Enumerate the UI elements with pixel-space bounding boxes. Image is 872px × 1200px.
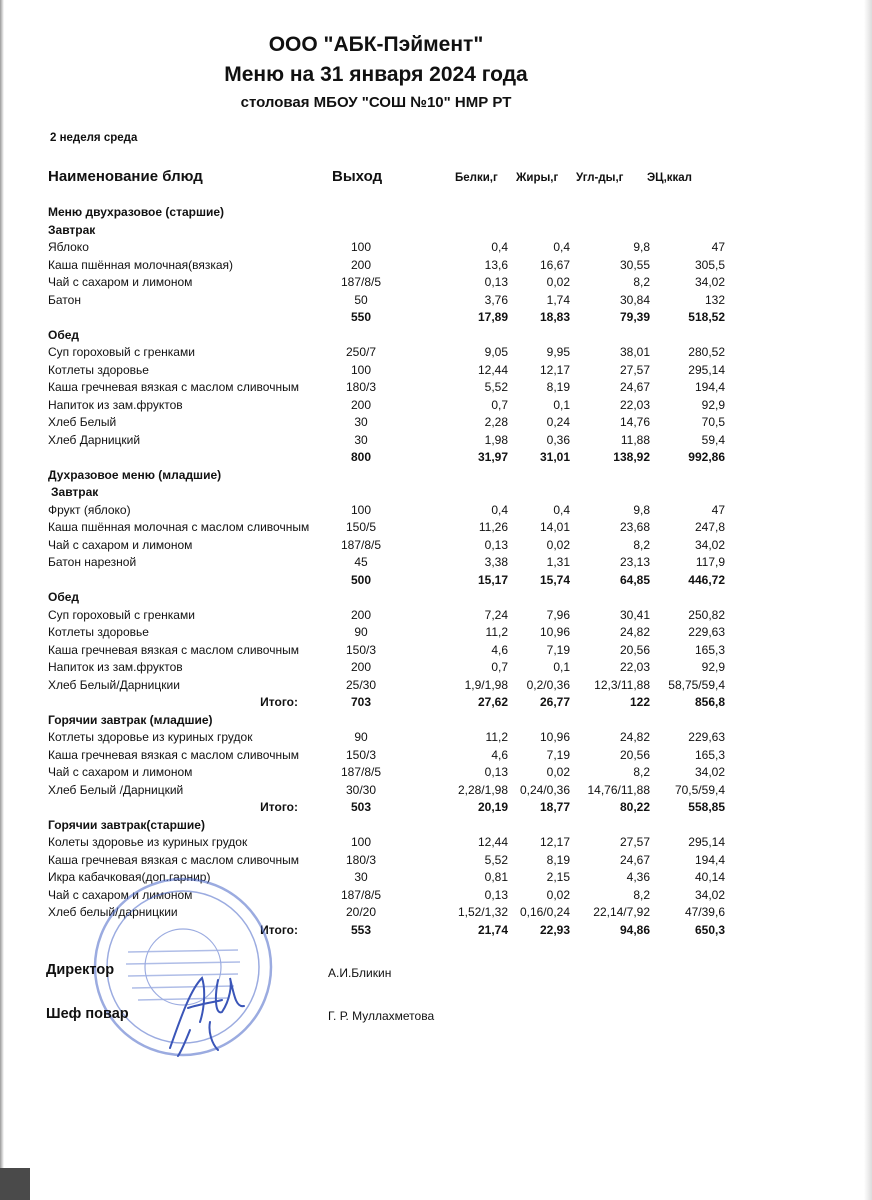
protein-cell: 15,17 [477, 572, 508, 587]
fat-cell: 26,77 [539, 695, 570, 709]
dish-name: Икра кабачковая(доп.гарнир) [48, 870, 211, 884]
carbs-cell: 79,39 [619, 310, 650, 324]
energy-cell: 992,86 [688, 450, 725, 464]
total-label: Итого: [260, 800, 298, 814]
protein-cell: 11,2 [485, 730, 508, 744]
total-label: Итого: [260, 922, 298, 937]
carbs-cell: 8,2 [633, 765, 650, 779]
table-row [46, 624, 726, 642]
table-row [46, 834, 726, 852]
table-row [46, 432, 726, 450]
column-header-name: Наименование блюд [48, 168, 203, 185]
table-row [46, 379, 726, 397]
section-title: Завтрак [51, 485, 99, 499]
total-label: Итого: [260, 695, 298, 709]
scan-edge-bottom [0, 1168, 30, 1200]
fat-cell: 31,01 [539, 450, 570, 464]
table-row [46, 747, 726, 765]
protein-cell: 9,05 [484, 345, 508, 359]
section-title: Горячии завтрак (младшие) [48, 712, 213, 727]
carbs-cell: 22,14/7,92 [593, 905, 650, 919]
output-cell: 25/30 [345, 677, 377, 692]
section-title: Обед [48, 590, 80, 604]
chef-title: Шеф повар [46, 1006, 129, 1022]
carbs-cell: 94,86 [619, 922, 650, 937]
dish-name: Хлеб белый/дарницкии [48, 905, 178, 919]
output-cell: 30 [354, 415, 368, 429]
carbs-cell: 22,03 [619, 397, 650, 412]
output-cell: 703 [350, 695, 372, 709]
output-cell: 503 [350, 800, 372, 814]
table-row [46, 414, 726, 432]
output-cell: 200 [350, 257, 372, 272]
fat-cell: 8,19 [546, 852, 570, 867]
column-header-output: Выход [332, 168, 383, 185]
dish-name: Хлеб Белый/Дарницкии [48, 677, 180, 692]
carbs-cell: 30,41 [619, 607, 650, 622]
output-cell: 30/30 [345, 782, 377, 797]
section-header-row [46, 327, 726, 345]
total-row [46, 309, 726, 327]
director-title: Директор [46, 962, 115, 978]
output-cell: 45 [354, 555, 368, 569]
output-cell: 150/5 [345, 520, 377, 534]
fat-cell: 0,02 [546, 887, 570, 902]
output-cell: 100 [350, 835, 372, 849]
dish-name: Хлеб Белый [48, 415, 117, 429]
output-cell: 50 [354, 292, 368, 307]
section-header-row [46, 222, 726, 240]
output-cell: 90 [354, 625, 368, 639]
output-cell: 187/8/5 [340, 765, 382, 779]
output-cell: 100 [350, 240, 372, 254]
fat-cell: 10,96 [539, 730, 570, 744]
energy-cell: 70,5/59,4 [674, 782, 725, 797]
fat-cell: 12,17 [539, 362, 570, 377]
energy-cell: 165,3 [694, 642, 725, 657]
carbs-cell: 30,55 [619, 257, 650, 272]
energy-cell: 250,82 [688, 607, 725, 622]
total-row [46, 799, 726, 817]
protein-cell: 21,74 [477, 922, 508, 937]
protein-cell: 1,52/1,32 [457, 905, 508, 919]
director-name: А.И.Бликин [328, 966, 392, 980]
fat-cell: 8,19 [546, 380, 570, 394]
protein-cell: 11,2 [485, 625, 508, 639]
section-title: Меню двухразовое (старшие) [48, 205, 224, 219]
carbs-cell: 8,2 [633, 887, 650, 902]
fat-cell: 0,24 [546, 415, 570, 429]
protein-cell: 2,28 [484, 415, 508, 429]
section-title: Обед [48, 327, 80, 342]
dish-name: Каша пшённая молочная с маслом сливочным [48, 520, 310, 534]
dish-name: Котлеты здоровье из куриных грудок [48, 730, 253, 744]
carbs-cell: 9,8 [633, 502, 650, 517]
energy-cell: 295,14 [688, 835, 725, 849]
energy-cell: 34,02 [694, 887, 725, 902]
output-cell: 100 [350, 502, 372, 517]
energy-cell: 558,85 [688, 800, 725, 814]
table-row [46, 519, 726, 537]
carbs-cell: 80,22 [619, 800, 650, 814]
column-header-fat: Жиры,г [516, 172, 559, 184]
protein-cell: 11,26 [478, 520, 508, 534]
energy-cell: 229,63 [688, 730, 725, 744]
protein-cell: 0,4 [491, 502, 508, 517]
energy-cell: 92,9 [701, 397, 725, 412]
section-title: Духразовое меню (младшие) [48, 467, 222, 482]
table-row [46, 274, 726, 292]
dish-name: Батон нарезной [48, 555, 137, 569]
fat-cell: 0,02 [546, 275, 570, 289]
column-header-protein: Белки,г [455, 172, 498, 184]
output-cell: 553 [350, 922, 372, 937]
table-row [46, 502, 726, 520]
fat-cell: 0,4 [553, 240, 570, 254]
energy-cell: 518,52 [688, 310, 725, 324]
section-title: Завтрак [48, 222, 96, 237]
output-cell: 20/20 [345, 905, 377, 919]
protein-cell: 3,38 [484, 555, 508, 569]
energy-cell: 856,8 [694, 695, 725, 709]
fat-cell: 2,15 [546, 870, 570, 884]
table-row [46, 852, 726, 870]
protein-cell: 5,52 [484, 380, 508, 394]
energy-cell: 47/39,6 [684, 905, 725, 919]
protein-cell: 2,28/1,98 [457, 782, 508, 797]
energy-cell: 58,75/59,4 [668, 677, 725, 692]
fat-cell: 0,02 [546, 765, 570, 779]
energy-cell: 295,14 [688, 362, 725, 377]
fat-cell: 0,1 [553, 660, 570, 674]
energy-cell: 117,9 [695, 555, 725, 569]
output-cell: 150/3 [345, 642, 377, 657]
dish-name: Хлеб Белый /Дарницкий [48, 782, 184, 797]
output-cell: 30 [354, 870, 368, 884]
energy-cell: 47 [711, 240, 725, 254]
dish-name: Каша гречневая вязкая с маслом сливочным [48, 747, 299, 762]
output-cell: 187/8/5 [340, 887, 382, 902]
section-header-row [46, 712, 726, 730]
output-cell: 100 [350, 362, 372, 377]
fat-cell: 10,96 [539, 625, 570, 639]
table-row [46, 292, 726, 310]
dish-name: Батон [48, 292, 81, 307]
energy-cell: 34,02 [694, 275, 725, 289]
carbs-cell: 9,8 [633, 240, 650, 254]
week-label: 2 неделя среда [50, 132, 138, 144]
protein-cell: 31,97 [477, 450, 508, 464]
carbs-cell: 24,82 [619, 625, 650, 639]
carbs-cell: 8,2 [633, 275, 650, 289]
section-header-row [46, 204, 726, 222]
output-cell: 800 [350, 450, 372, 464]
energy-cell: 47 [711, 502, 725, 517]
table-row [46, 782, 726, 800]
dish-name: Котлеты здоровье [48, 625, 149, 639]
fat-cell: 22,93 [539, 922, 570, 937]
carbs-cell: 23,13 [619, 555, 650, 569]
fat-cell: 14,01 [539, 520, 570, 534]
scan-edge-left [0, 0, 4, 1200]
carbs-cell: 24,67 [619, 852, 650, 867]
dish-name: Суп гороховый с гренками [48, 345, 195, 359]
energy-cell: 40,14 [694, 870, 725, 884]
protein-cell: 3,76 [484, 292, 508, 307]
energy-cell: 70,5 [701, 415, 725, 429]
carbs-cell: 24,67 [619, 380, 650, 394]
section-header-row [46, 484, 726, 502]
fat-cell: 9,95 [546, 345, 570, 359]
dish-name: Чай с сахаром и лимоном [48, 537, 193, 552]
carbs-cell: 14,76 [619, 415, 650, 429]
dish-name: Суп гороховый с гренками [48, 607, 195, 622]
protein-cell: 1,98 [484, 432, 508, 447]
output-cell: 550 [350, 310, 372, 324]
energy-cell: 247,8 [694, 520, 725, 534]
energy-cell: 305,5 [694, 257, 725, 272]
protein-cell: 12,44 [477, 835, 508, 849]
total-row [46, 694, 726, 712]
document-header [0, 30, 752, 116]
dish-name: Яблоко [48, 240, 89, 254]
menu-table [46, 204, 726, 939]
protein-cell: 0,81 [484, 870, 508, 884]
fat-cell: 0,2/0,36 [526, 677, 570, 692]
output-cell: 180/3 [345, 380, 377, 394]
column-header-carbs: Угл-ды,г [576, 172, 624, 184]
table-row [46, 642, 726, 660]
protein-cell: 13,6 [484, 257, 508, 272]
table-row [46, 257, 726, 275]
fat-cell: 18,77 [539, 800, 570, 814]
menu-title: Меню на 31 января 2024 года [224, 63, 528, 86]
carbs-cell: 4,36 [626, 870, 650, 884]
dish-name: Фрукт (яблоко) [48, 502, 131, 517]
carbs-cell: 27,57 [619, 835, 650, 849]
fat-cell: 7,19 [546, 642, 570, 657]
output-cell: 90 [354, 730, 368, 744]
protein-cell: 0,13 [484, 765, 508, 779]
energy-cell: 165,3 [694, 747, 725, 762]
fat-cell: 0,02 [546, 537, 570, 552]
dish-name: Каша гречневая вязкая с маслом сливочным [48, 380, 299, 394]
fat-cell: 7,96 [546, 607, 570, 622]
fat-cell: 12,17 [539, 835, 570, 849]
section-header-row [46, 589, 726, 607]
output-cell: 187/8/5 [340, 537, 382, 552]
carbs-cell: 12,3/11,88 [594, 677, 650, 692]
protein-cell: 12,44 [477, 362, 508, 377]
fat-cell: 1,31 [546, 555, 570, 569]
fat-cell: 1,74 [546, 292, 570, 307]
fat-cell: 15,74 [539, 572, 570, 587]
dish-name: Чай с сахаром и лимоном [48, 275, 193, 289]
fat-cell: 0,4 [553, 502, 570, 517]
total-row [46, 449, 726, 467]
energy-cell: 132 [704, 292, 725, 307]
dish-name: Чай с сахаром и лимоном [48, 765, 193, 779]
carbs-cell: 23,68 [619, 520, 650, 534]
carbs-cell: 64,85 [619, 572, 650, 587]
dish-name: Хлеб Дарницкий [48, 432, 141, 447]
protein-cell: 4,6 [491, 747, 508, 762]
protein-cell: 0,4 [491, 240, 508, 254]
protein-cell: 4,6 [491, 642, 508, 657]
dish-name: Каша пшённая молочная(вязкая) [48, 257, 234, 272]
table-row [46, 239, 726, 257]
dish-name: Колеты здоровье из куриных грудок [48, 835, 248, 849]
carbs-cell: 14,76/11,88 [587, 782, 650, 797]
energy-cell: 59,4 [701, 432, 725, 447]
table-row [46, 397, 726, 415]
dish-name: Напиток из зам.фруктов [48, 397, 183, 412]
carbs-cell: 20,56 [619, 747, 650, 762]
table-row [46, 677, 726, 695]
table-row [46, 344, 726, 362]
canteen-name: столовая МБОУ "СОШ №10" НМР РТ [240, 94, 512, 111]
output-cell: 187/8/5 [340, 275, 382, 289]
carbs-cell: 20,56 [619, 642, 650, 657]
output-cell: 500 [350, 572, 372, 587]
column-header-energy: ЭЦ,ккал [647, 172, 692, 184]
handwritten-signature [160, 960, 270, 1060]
protein-cell: 0,7 [491, 397, 508, 412]
table-row [46, 537, 726, 555]
protein-cell: 17,89 [477, 310, 508, 324]
fat-cell: 0,24/0,36 [519, 782, 570, 797]
energy-cell: 34,02 [694, 537, 725, 552]
output-cell: 180/3 [345, 852, 377, 867]
energy-cell: 650,3 [694, 922, 725, 937]
protein-cell: 7,24 [484, 607, 508, 622]
protein-cell: 0,13 [484, 887, 508, 902]
output-cell: 30 [354, 432, 368, 447]
output-cell: 200 [350, 397, 372, 412]
output-cell: 200 [350, 607, 372, 622]
table-row [46, 729, 726, 747]
protein-cell: 0,13 [484, 537, 508, 552]
dish-name: Напиток из зам.фруктов [48, 660, 183, 674]
output-cell: 150/3 [345, 747, 377, 762]
carbs-cell: 11,88 [620, 432, 650, 447]
table-row [46, 659, 726, 677]
energy-cell: 280,52 [688, 345, 725, 359]
total-row [46, 572, 726, 590]
carbs-cell: 22,03 [619, 660, 650, 674]
carbs-cell: 27,57 [619, 362, 650, 377]
output-cell: 200 [350, 660, 372, 674]
table-row [46, 764, 726, 782]
section-title: Горячии завтрак(старшие) [48, 817, 205, 832]
dish-name: Чай с сахаром и лимоном [48, 887, 193, 902]
section-header-row [46, 817, 726, 835]
protein-cell: 0,13 [484, 275, 508, 289]
fat-cell: 0,36 [546, 432, 570, 447]
protein-cell: 0,7 [491, 660, 508, 674]
fat-cell: 7,19 [546, 747, 570, 762]
output-cell: 250/7 [345, 345, 377, 359]
fat-cell: 0,16/0,24 [519, 905, 570, 919]
carbs-cell: 8,2 [633, 537, 650, 552]
table-row [46, 607, 726, 625]
scan-edge-right [864, 0, 872, 1200]
energy-cell: 34,02 [694, 765, 725, 779]
fat-cell: 16,67 [539, 257, 570, 272]
energy-cell: 194,4 [694, 380, 725, 394]
protein-cell: 1,9/1,98 [464, 677, 508, 692]
section-header-row [46, 467, 726, 485]
table-row [46, 362, 726, 380]
fat-cell: 18,83 [539, 310, 570, 324]
carbs-cell: 38,01 [619, 345, 650, 359]
energy-cell: 194,4 [694, 852, 725, 867]
fat-cell: 0,1 [553, 397, 570, 412]
energy-cell: 92,9 [701, 660, 725, 674]
table-row [46, 554, 726, 572]
energy-cell: 229,63 [688, 625, 725, 639]
carbs-cell: 138,92 [613, 450, 650, 464]
protein-cell: 5,52 [484, 852, 508, 867]
dish-name: Каша гречневая вязкая с маслом сливочным [48, 852, 299, 867]
dish-name: Каша гречневая вязкая с маслом сливочным [48, 642, 299, 657]
dish-name: Котлеты здоровье [48, 362, 149, 377]
carbs-cell: 122 [629, 695, 650, 709]
protein-cell: 20,19 [477, 800, 508, 814]
carbs-cell: 24,82 [619, 730, 650, 744]
protein-cell: 27,62 [477, 695, 508, 709]
carbs-cell: 30,84 [619, 292, 650, 307]
energy-cell: 446,72 [688, 572, 725, 587]
company-name: ООО "АБК-Пэймент" [268, 33, 484, 56]
chef-name: Г. Р. Муллахметова [328, 1009, 435, 1023]
